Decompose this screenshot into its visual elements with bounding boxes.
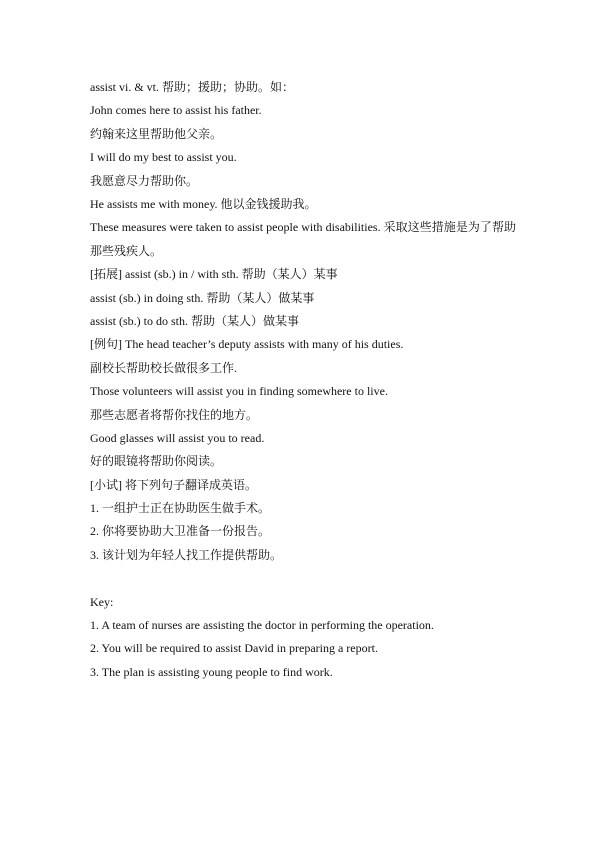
- example-sentence-zh: 我愿意尽力帮助你。: [90, 173, 199, 188]
- example-sentence-zh: 副校长帮助校长做很多工作.: [90, 360, 238, 375]
- example-sentence-zh: 那些志愿者将帮你找住的地方。: [90, 407, 259, 422]
- example-sentence-bilingual: He assists me with money. 他以金钱援助我。: [90, 196, 317, 211]
- answer-item: 1. A team of nurses are assisting the doctor in performing the operation.: [90, 618, 434, 633]
- example-sentence-zh: 约翰来这里帮助他父亲。: [90, 126, 223, 141]
- exercise-item: 2. 你将要协助大卫准备一份报告。: [90, 524, 271, 539]
- answer-key-title: Key:: [90, 594, 114, 609]
- answer-item: 2. You will be required to assist David in preparing a report.: [90, 641, 378, 656]
- example-sentence-en: John comes here to assist his father.: [90, 103, 262, 118]
- extension-usage: assist (sb.) to do sth. 帮助（某人）做某事: [90, 313, 300, 328]
- extension-usage: assist (sb.) in doing sth. 帮助（某人）做某事: [90, 290, 315, 305]
- example-sentence-en: Good glasses will assist you to read.: [90, 430, 265, 445]
- answer-item: 3. The plan is assisting young people to find work.: [90, 664, 333, 679]
- spacer: [90, 567, 516, 590]
- entry-headword: assist vi. & vt. 帮助；援助；协助。如：: [90, 80, 295, 94]
- example-sentence-en: [例句] The head teacher’s deputy assists with many of his duties.: [90, 337, 404, 352]
- exercise-item: 1. 一组护士正在协助医生做手术。: [90, 501, 271, 516]
- example-sentence-zh: 好的眼镜将帮助你阅读。: [90, 454, 223, 469]
- exercise-item: 3. 该计划为年轻人找工作提供帮助。: [90, 547, 283, 562]
- example-sentence-en: I will do my best to assist you.: [90, 150, 237, 165]
- example-sentence-en: Those volunteers will assist you in finding somewhere to live.: [90, 384, 388, 399]
- extension-usage: [拓展] assist (sb.) in / with sth. 帮助（某人）某事: [90, 267, 338, 282]
- exercise-heading: [小试] 将下列句子翻译成英语。: [90, 477, 257, 492]
- document-body: [90, 76, 516, 684]
- example-sentence-bilingual: These measures were taken to assist people with disabilities. 采取这些措施是为了帮助那些残疾人。: [90, 220, 516, 258]
- answer-key: [90, 591, 516, 685]
